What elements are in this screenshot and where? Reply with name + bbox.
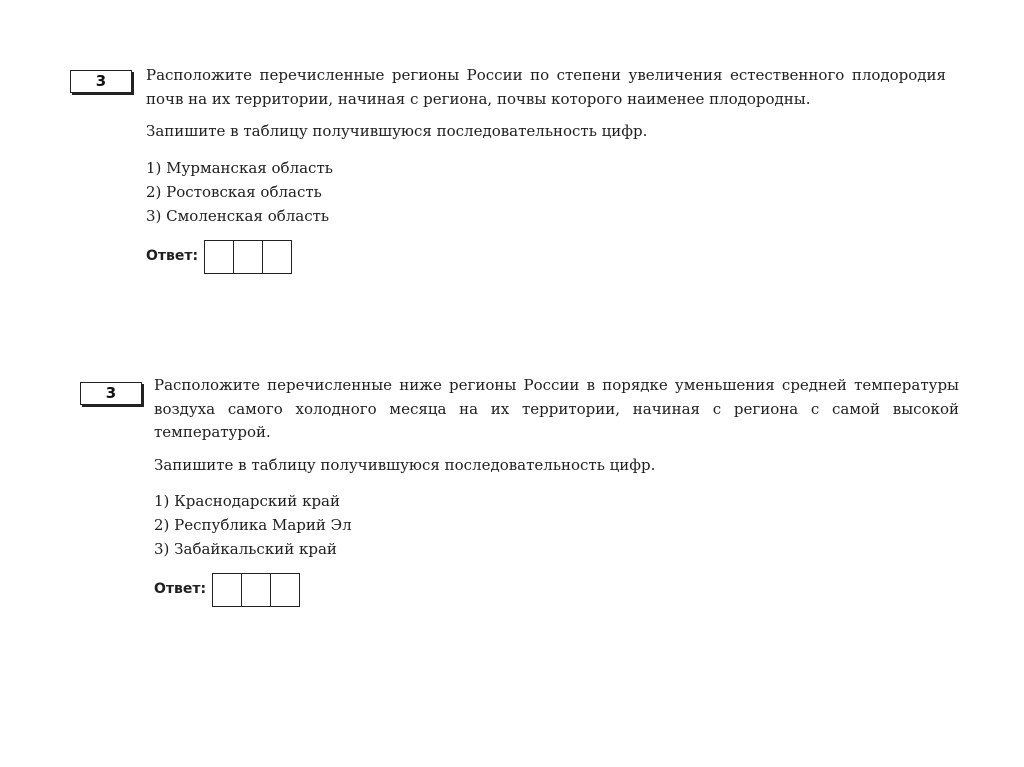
task-body — [154, 374, 959, 607]
answer-cell-2[interactable] — [234, 241, 263, 273]
option-item: 3) Смоленская область — [146, 206, 330, 225]
answer-cells — [204, 240, 292, 274]
option-item: 2) Республика Марий Эл — [154, 516, 352, 534]
answer-cell-1[interactable] — [205, 241, 234, 273]
task-number-box: 3 — [70, 70, 132, 93]
answer-row — [154, 573, 959, 607]
task-body — [146, 64, 946, 274]
option-item: 1) Краснодарский край — [154, 492, 340, 510]
task-number-box: 3 — [80, 382, 142, 405]
answer-cell-3[interactable] — [271, 574, 299, 606]
answer-cells — [212, 573, 300, 607]
answer-label: Ответ: — [154, 581, 207, 598]
task-instruction: Запишите в таблицу получившуюся последовательность цифр. — [154, 455, 656, 474]
options-list — [146, 156, 946, 228]
option-item: 3) Забайкальский край — [154, 540, 337, 558]
task-question: Расположите перечисленные регионы России по степени увеличения естественного плодородия почв на их территории, начиная с региона, почвы которого наименее плодородны. — [146, 66, 946, 108]
task-instruction: Запишите в таблицу получившуюся последовательность цифр. — [146, 122, 648, 140]
answer-cell-1[interactable] — [213, 574, 242, 606]
task-question: Расположите перечисленные ниже регионы России в порядке уменьшения средней температуры воздуха самого холодного месяца на их территории, начиная с региона с самой высокой температурой. — [154, 376, 959, 441]
option-item: 2) Ростовская область — [146, 182, 322, 201]
answer-label: Ответ: — [146, 247, 199, 264]
answer-cell-3[interactable] — [263, 241, 291, 273]
options-list — [154, 489, 959, 561]
option-item: 1) Мурманская область — [146, 158, 333, 177]
answer-row — [146, 240, 946, 274]
answer-cell-2[interactable] — [242, 574, 271, 606]
